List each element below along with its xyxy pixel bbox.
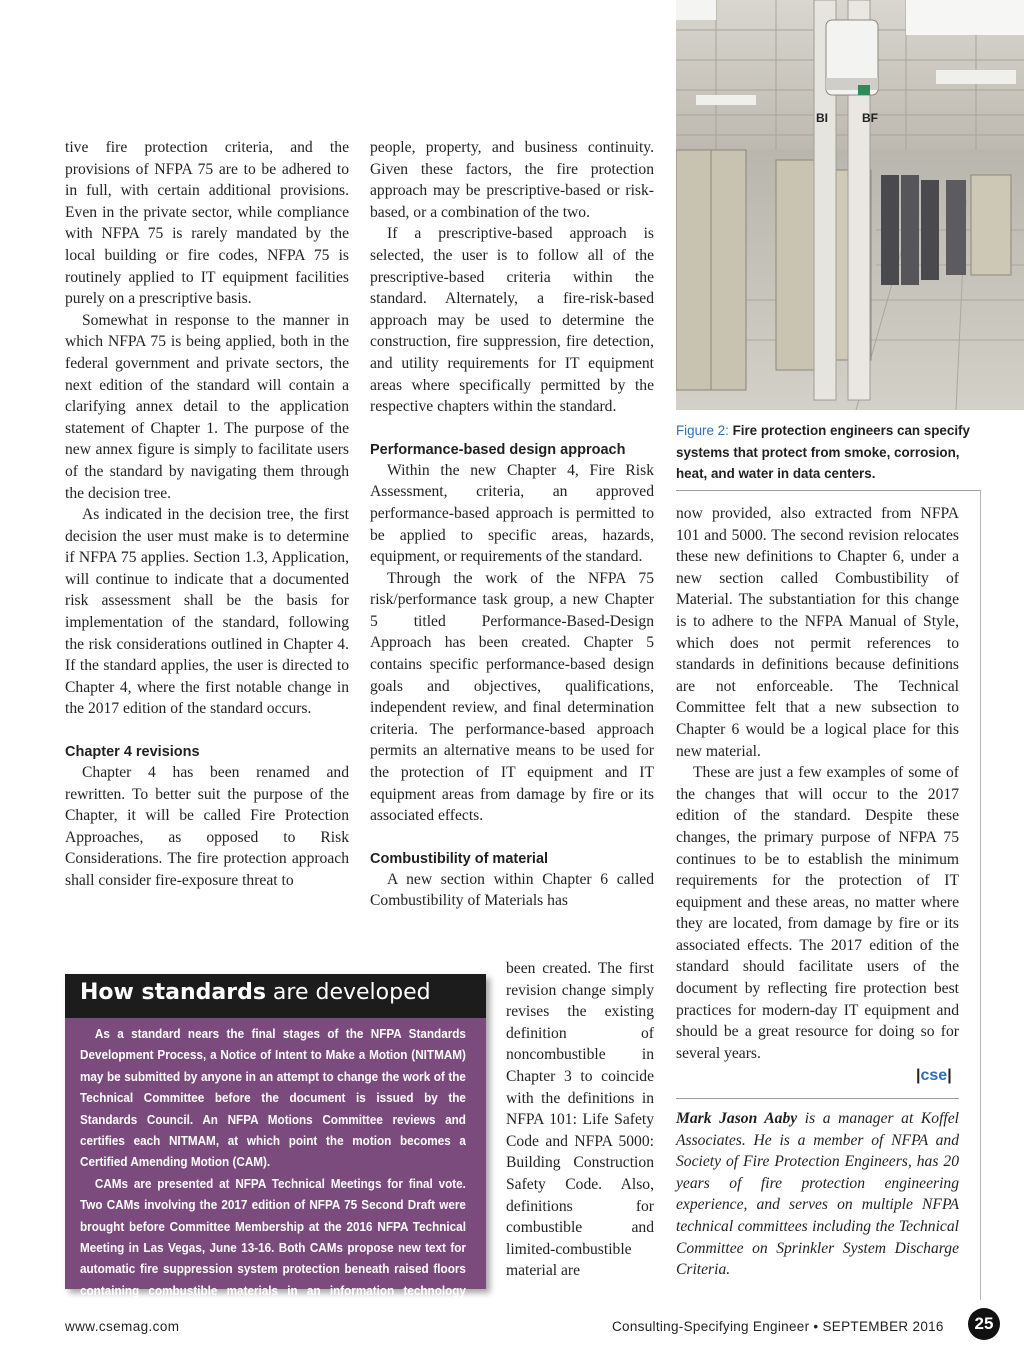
author-bio-text: is a manager at Koffel Associates. He is a member of NFPA and Society of Fire Protection Engineers, has 20 years of fire protection engineering experience, and serves on multiple NFPA technical committees including the Technical Committee on Sprinkler System Discharge Criteria. (676, 1110, 960, 1279)
figure-caption (676, 420, 994, 485)
bio-divider (676, 1098, 959, 1099)
paragraph: As indicated in the decision tree, the first decision the user must make is to determine if NFPA 75 applies. Section 1.3, Application, will continue to indicate that a documented risk assessment shall be the basis for implementation of the standard, following the risk considerations outlined in Chapter 4. If the standard applies, the user is directed to Chapter 4, where the first notable change in the 2017 edition of the standard occurs. (65, 506, 349, 718)
data-center-image (676, 0, 1024, 410)
sidebar-paragraph: CAMs are presented at NFPA Technical Meetings for final vote. Two CAMs involving the 2017 edition of NFPA 75 Second Draft were brought before Committee Membership at the 2016 NFPA Technical Meeting in Las Vegas, June 13-16. Both CAMs propose new text for automatic fire suppression system protection beneath raised floors containing combustible materials in an information technology equipment room. (80, 1176, 466, 1320)
column-rule (980, 490, 981, 1300)
end-mark (916, 1067, 952, 1085)
paragraph-wrap: been created. The first revision change simply revises the existing definition of noncombustible in Chapter 3 to coincide with the definitions in NFPA 101: Life Safety Code and NFPA 5000: Building Construction Safety Code. Also, definitions for combustible and limited-combustible material are (506, 960, 654, 1280)
section-heading-performance: Performance-based design approach (370, 441, 626, 458)
paragraph: Within the new Chapter 4, Fire Risk Assessment, criteria, an approved performance-based approach is permitted to be applied to specific areas, hazards, equipment, or requirements of the standard. (370, 461, 654, 566)
paragraph: Through the work of the NFPA 75 risk/performance task group, a new Chapter 5 titled Performance-Based-Design Approach has been created. Chapter 5 contains specific performance-based design goals and objectives, qualifications, independent review, and final determination criteria. The performance-based approach permits an alternative means to be used for the protection of IT equipment and IT equipment areas from damage by fire or its associated effects. (370, 569, 654, 825)
footer-publication: Consulting-Specifying Engineer • SEPTEMBER 2016 (612, 1319, 944, 1334)
sidebar-title-bold: How standards (80, 980, 266, 1005)
page-number: 25 (968, 1308, 1000, 1340)
author-name: Mark Jason Aaby (676, 1110, 798, 1127)
data-center-photo (676, 0, 1024, 410)
paragraph: now provided, also extracted from NFPA 101 and 5000. The second revision relocates these new definitions to Chapter 6, under a new section called Combustibility of Material. The substantiation for this change is to adhere to the NFPA Manual of Style, which does not permit references to standards in definitions because definitions are not enforceable. The Technical Committee felt that a new subsection to Chapter 6 would be a logical place for this new material. (676, 505, 959, 760)
article-column-1 (65, 137, 349, 892)
paragraph: Chapter 4 has been renamed and rewritten. To better suit the purpose of the Chapter, it will be called Fire Protection Approaches, as opposed to Risk Considerations. The fire protection approach shall consider fire-exposure threat to (65, 764, 349, 889)
section-heading-combustibility: Combustibility of material (370, 850, 549, 867)
end-mark-cse: cse (920, 1067, 948, 1084)
section-heading-chapter-4: Chapter 4 revisions (65, 744, 200, 761)
sidebar-header (65, 974, 486, 1018)
sidebar-title (80, 980, 431, 1005)
sidebar-body (80, 1024, 466, 1324)
sidebar-title-light: are developed (265, 980, 431, 1005)
paragraph: A new section within Chapter 6 called Combustibility of Materials has (370, 870, 654, 910)
paragraph: people, property, and business continuity. Given these factors, the fire protection approach may be prescriptive-based or risk-based, or a combination of the two. (370, 139, 654, 221)
author-bio (676, 1108, 959, 1281)
end-mark-bar: | (916, 1067, 921, 1084)
figure-caption-text: Fire protection engineers can specify systems that protect from smoke, corrosion, heat, and water in data centers. (676, 423, 970, 481)
paragraph: tive fire protection criteria, and the provisions of NFPA 75 are to be adhered to in full, with certain additional provisions. Even in the private sector, while compliance with NFPA 75 is rarely mandated by the local building or fire codes, NFPA 75 is routinely applied to IT equipment facilities purely on a prescriptive basis. (65, 139, 349, 308)
sidebar-paragraph: As a standard nears the final stages of the NFPA Standards Development Process, a Notice of Intent to Make a Motion (NITMAM) may be submitted by anyone in an attempt to change the work of the Technical Committee before the document is issued by the Standards Council. An NFPA Motions Committee reviews and certifies each NITMAM, at which point the motion becomes a Certified Amending Motion (CAM). (80, 1027, 466, 1170)
column-sign-right: BF (862, 111, 878, 125)
paragraph: If a prescriptive-based approach is selected, the user is to follow all of the prescriptive-based criteria within the standard. Alternately, a fire-risk-based approach may be used to determine the construction, fire suppression, fire detection, and utility requirements for IT equipment areas where specifically permitted by the respective chapters within the standard. (370, 225, 654, 416)
paragraph: Somewhat in response to the manner in which NFPA 75 is being applied, both in the federal government and private sectors, the next edition of the standard will contain a clarifying annex detail to the application statement of Chapter 1. The purpose of the new annex figure is simply to facilitate users of the standard by navigating them through the decision tree. (65, 311, 349, 502)
paragraph: These are just a few examples of some of the changes that will occur to the 2017 edition of the standard. Despite these changes, the primary purpose of NFPA 75 continues to be to establish the minimum requirements for the protection of IT equipment and these areas, no matter where they are located, from damage by fire or its associated effects. The 2017 edition of the standard should facilitate users of the document by reflecting fire protection best practices for modern-day IT equipment and should be a great resource for doing so for several years. (676, 764, 959, 1062)
end-mark-bar: | (947, 1067, 952, 1084)
caption-divider (676, 490, 981, 491)
sidebar-box (65, 974, 486, 1320)
column-sign-left: BI (816, 111, 828, 125)
article-column-3 (676, 503, 959, 1064)
figure-label: Figure 2: (676, 423, 729, 438)
footer-url: www.csemag.com (65, 1319, 180, 1334)
article-column-2 (370, 137, 654, 912)
